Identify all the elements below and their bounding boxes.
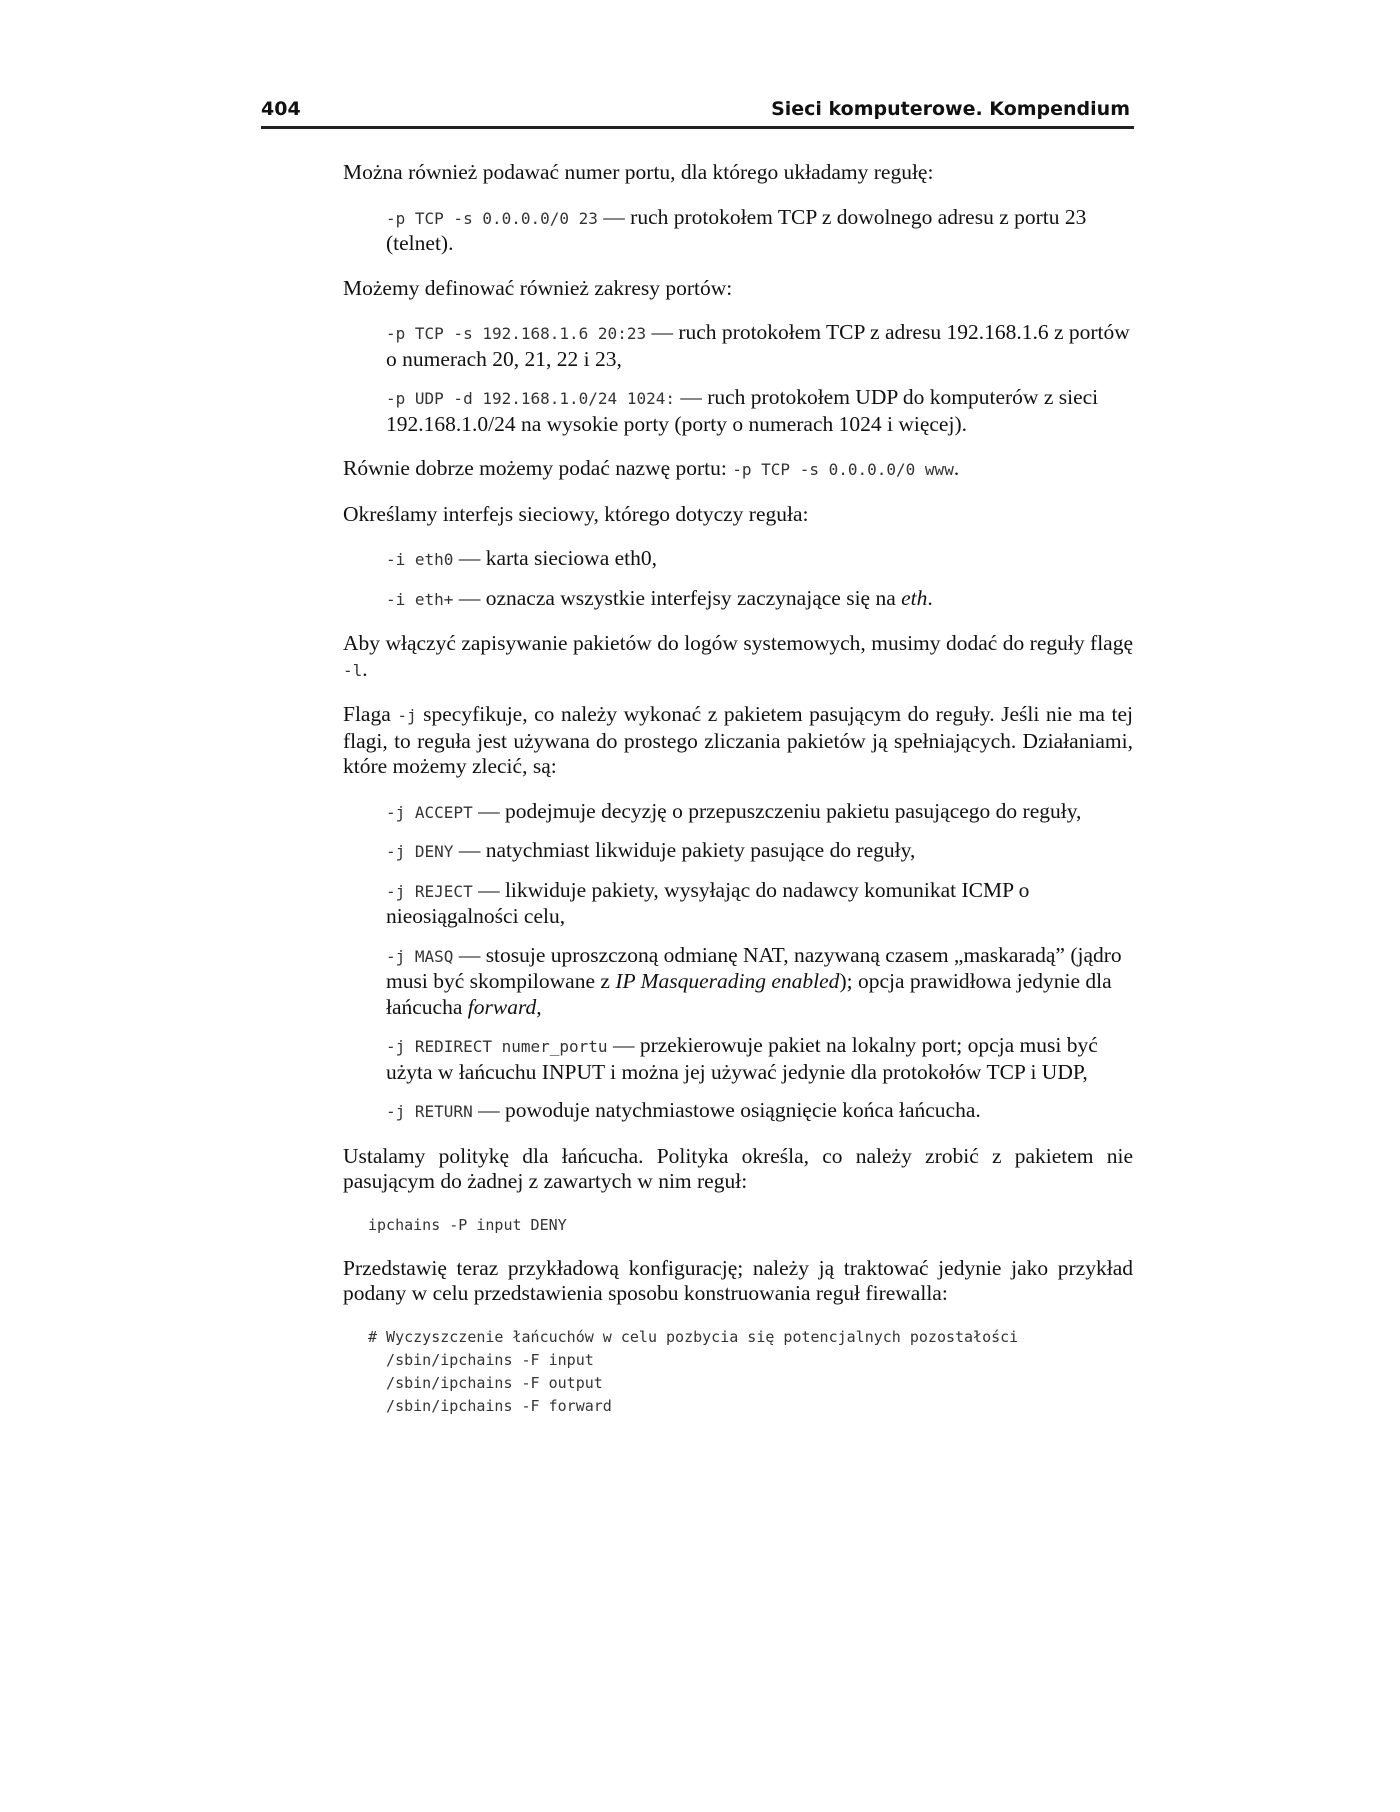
paragraph-end: .	[953, 456, 960, 480]
example-text: — przekierowuje pakiet na lokalny port; opcja musi być użyta w łańcuchu INPUT i można jej używać jedynie dla protokołów TCP i UDP,	[386, 1033, 1098, 1084]
example-code: -j ACCEPT	[386, 802, 473, 822]
example-emphasis: forward	[467, 994, 537, 1019]
paragraph-text: Aby włączyć zapisywanie pakietów do logów systemowych, musimy dodać do reguły flagę	[343, 631, 1133, 655]
paragraph-jump-flag	[343, 702, 1133, 780]
example-text: — oznacza wszystkie interfejsy zaczynające się na	[453, 585, 902, 610]
paragraph-policy: Ustalamy politykę dla łańcucha. Polityka określa, co należy zrobić z pakietem nie pasującym do żadnej z zawartych w nim reguł:	[343, 1143, 1133, 1193]
inline-code: -j	[397, 706, 417, 725]
code-policy: ipchains -P input DENY	[368, 1215, 567, 1234]
paragraph-pre: Flaga	[343, 702, 398, 726]
paragraph-logging	[343, 631, 1133, 683]
inline-code: -l	[343, 660, 363, 680]
example-code: -i eth+	[386, 589, 454, 609]
example-end: ,	[536, 994, 542, 1019]
example-accept	[386, 799, 1133, 826]
example-text: — stosuje uproszczoną odmianę NAT, nazywaną czasem „maskaradą” (jądro musi być skompilowane z	[386, 942, 1122, 993]
example-code: -j REJECT	[386, 881, 473, 901]
paragraph-text: specyfikuje, co należy wykonać z pakietem pasującym do reguły. Jeśli nie ma tej flagi, to reguła jest używana do prostego zliczania pakietów ją spełniających. Działaniami, które możemy zlecić, są:	[343, 702, 1133, 778]
inline-code: -p TCP -s 0.0.0.0/0 www	[732, 460, 954, 479]
code-line: /sbin/ipchains -F input	[368, 1350, 594, 1369]
paragraph-example-config: Przedstawię teraz przykładową konfigurację; należy ją traktować jedynie jako przykład podany w celu przedstawienia sposobu konstruowania reguł firewalla:	[343, 1255, 1133, 1305]
paragraph-port: Można również podawać numer portu, dla którego układamy regułę:	[343, 160, 934, 184]
paragraph-port-ranges: Możemy definować również zakresy portów:	[343, 275, 733, 300]
example-text: — karta sieciowa eth0,	[453, 546, 658, 570]
example-code: -j DENY	[386, 842, 454, 861]
example-code: -j MASQ	[386, 946, 454, 966]
example-text: — powoduje natychmiastowe osiągnięcie końca łańcucha.	[472, 1098, 981, 1122]
example-text: ); opcja prawidłowa jedynie dla łańcucha	[386, 969, 1112, 1019]
code-line: /sbin/ipchains -F output	[368, 1373, 603, 1392]
example-interface-2	[386, 586, 1133, 613]
example-return	[386, 1098, 1133, 1125]
example-code: -i eth0	[386, 550, 454, 569]
example-code: -p UDP -d 192.168.1.0/24 1024:	[386, 389, 675, 408]
example-interface-1	[386, 546, 1133, 573]
example-range-1	[386, 320, 1133, 372]
example-text: — podejmuje decyzję o przepuszczeniu pakietu pasującego do reguły,	[472, 798, 1082, 823]
page-body	[343, 160, 1133, 1437]
paragraph-interface: Określamy interfejs sieciowy, którego dotyczy reguła:	[343, 501, 809, 526]
example-redirect	[386, 1033, 1133, 1085]
example-text: — ruch protokołem TCP z adresu 192.168.1.6 z portów o numerach 20, 21, 22 i 23,	[386, 320, 1130, 371]
example-range-2	[386, 385, 1133, 437]
example-port	[386, 205, 1133, 257]
example-code: -j REDIRECT numer_portu	[386, 1037, 608, 1056]
example-text: — likwiduje pakiety, wysyłając do nadawcy komunikat ICMP o nieosiągalności celu,	[386, 877, 1030, 928]
example-end: .	[927, 585, 933, 610]
example-emphasis: IP Masquerading enabled	[615, 969, 840, 993]
running-header	[261, 96, 1134, 129]
book-title: Sieci komputerowe. Kompendium	[771, 98, 1130, 120]
code-line: /sbin/ipchains -F forward	[368, 1396, 612, 1415]
example-text: — ruch protokołem TCP z dowolnego adresu z portu 23 (telnet).	[386, 204, 1087, 255]
example-text: — ruch protokołem UDP do komputerów z sieci 192.168.1.0/24 na wysokie porty (porty o numerach 1024 i więcej).	[386, 385, 1099, 436]
paragraph-port-name	[343, 456, 1133, 483]
example-code: -p TCP -s 0.0.0.0/0 23	[386, 208, 598, 228]
example-text: — natychmiast likwiduje pakiety pasujące do reguły,	[453, 838, 916, 862]
example-code: -p TCP -s 192.168.1.6 20:23	[386, 324, 647, 343]
paragraph-text: Równie dobrze możemy podać nazwę portu:	[343, 456, 733, 480]
code-example	[368, 1326, 1133, 1418]
example-masq	[386, 943, 1133, 1021]
example-deny	[386, 838, 1133, 865]
paragraph-end: .	[362, 656, 368, 681]
page-number: 404	[261, 98, 301, 120]
code-line: # Wyczyszczenie łańcuchów w celu pozbycia się potencjalnych pozostałości	[368, 1327, 1019, 1346]
example-code: -j RETURN	[386, 1102, 473, 1121]
example-reject	[386, 878, 1133, 930]
example-emphasis: eth	[901, 585, 928, 610]
